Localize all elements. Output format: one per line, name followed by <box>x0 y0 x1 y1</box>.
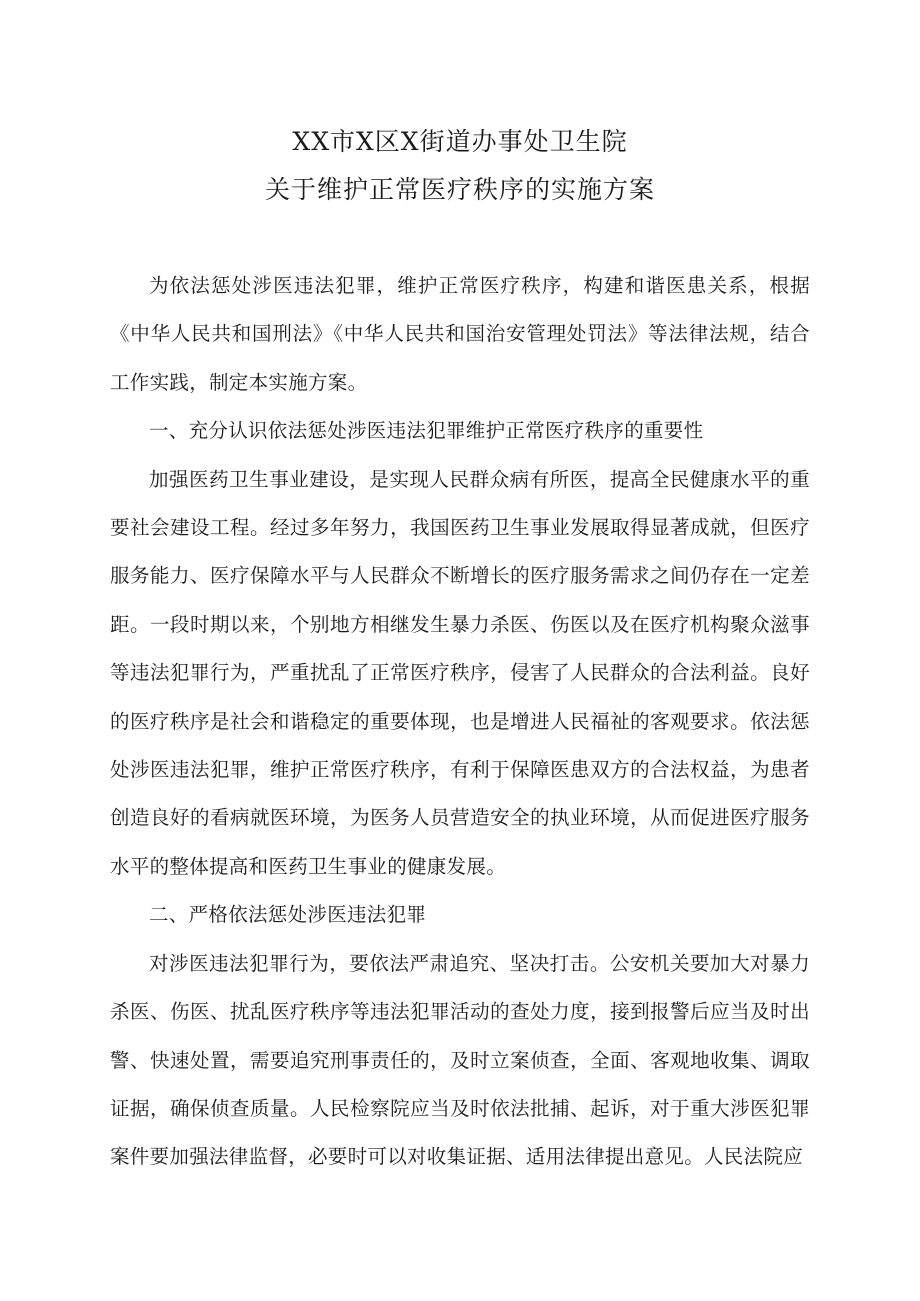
document-title <box>110 118 810 214</box>
title-line-1: XX市X区X街道办事处卫生院 <box>292 127 628 156</box>
intro-paragraph: 为依法惩处涉医违法犯罪，维护正常医疗秩序，构建和谐医患关系，根据《中华人民共和国刑法》《中华人民共和国治安管理处罚法》等法律法规，结合工作实践，制定本实施方案。 <box>110 274 810 394</box>
section-1-paragraph: 加强医药卫生事业建设，是实现人民群众病有所医，提高全民健康水平的重要社会建设工程。经过多年努力，我国医药卫生事业发展取得显著成就，但医疗服务能力、医疗保障水平与人民群众不断增长的医疗服务需求之间仍存在一定差距。一段时期以来，个别地方相继发生暴力杀医、伤医以及在医疗机构聚众滋事等违法犯罪行为，严重扰乱了正常医疗秩序，侵害了人民群众的合法利益。良好的医疗秩序是社会和谐稳定的重要体现，也是增进人民福祉的客观要求。依法惩处涉医违法犯罪，维护正常医疗秩序，有利于保障医患双方的合法权益，为患者创造良好的看病就医环境，为医务人员营造安全的执业环境，从而促进医疗服务水平的整体提高和医药卫生事业的健康发展。 <box>110 467 810 878</box>
section-1-heading: 一、充分认识依法惩处涉医违法犯罪维护正常医疗秩序的重要性 <box>149 419 704 443</box>
document-body <box>110 262 810 1182</box>
section-2-heading: 二、严格依法惩处涉医违法犯罪 <box>149 903 427 927</box>
title-line-2: 关于维护正常医疗秩序的实施方案 <box>264 175 655 204</box>
section-2-paragraph: 对涉医违法犯罪行为，要依法严肃追究、坚决打击。公安机关要加大对暴力杀医、伤医、扰乱医疗秩序等违法犯罪活动的查处力度，接到报警后应当及时出警、快速处置，需要追究刑事责任的，及时立案侦查，全面、客观地收集、调取证据，确保侦查质量。人民检察院应当及时依法批捕、起诉，对于重大涉医犯罪案件要加强法律监督，必要时可以对收集证据、适用法律提出意见。人民法院应 <box>110 951 810 1169</box>
